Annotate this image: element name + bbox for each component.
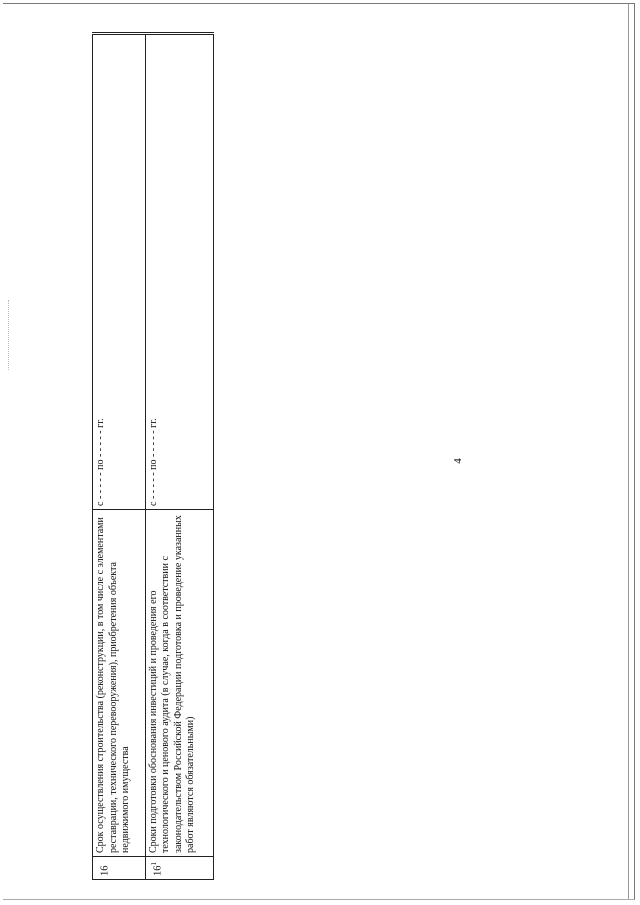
row-number-text: 16: [152, 865, 164, 876]
row-description: Срок осуществления строительства (реконструкции, в том числе с элементами реставрации, технического перевооружения), приобретения объекта недвижимого имущества: [93, 510, 146, 857]
scan-fold-line: [628, 4, 629, 899]
row-number-text: 16: [99, 865, 111, 876]
rotated-table-container: [92, 32, 214, 880]
row-value: с - - - - - по - - - - - гг.: [93, 34, 146, 510]
row-number: [145, 857, 213, 880]
row-value: с - - - - - по - - - - - гг.: [145, 34, 213, 510]
page-number: 4: [451, 458, 464, 464]
requirements-table: [92, 32, 214, 880]
scan-margin-mark: [8, 300, 10, 370]
row-number: [93, 857, 146, 880]
rotated-table: [92, 32, 214, 880]
row-description: Сроки подготовки обоснования инвестиций и проведения его технологического и ценового аудита (в случае, когда в соответствии с законодательством Российской Федерации подготовка и проведение указанных работ являются обязательными): [145, 510, 213, 857]
table-row: [145, 34, 213, 880]
table-row: [93, 34, 146, 880]
row-number-superscript: 1: [149, 862, 158, 866]
